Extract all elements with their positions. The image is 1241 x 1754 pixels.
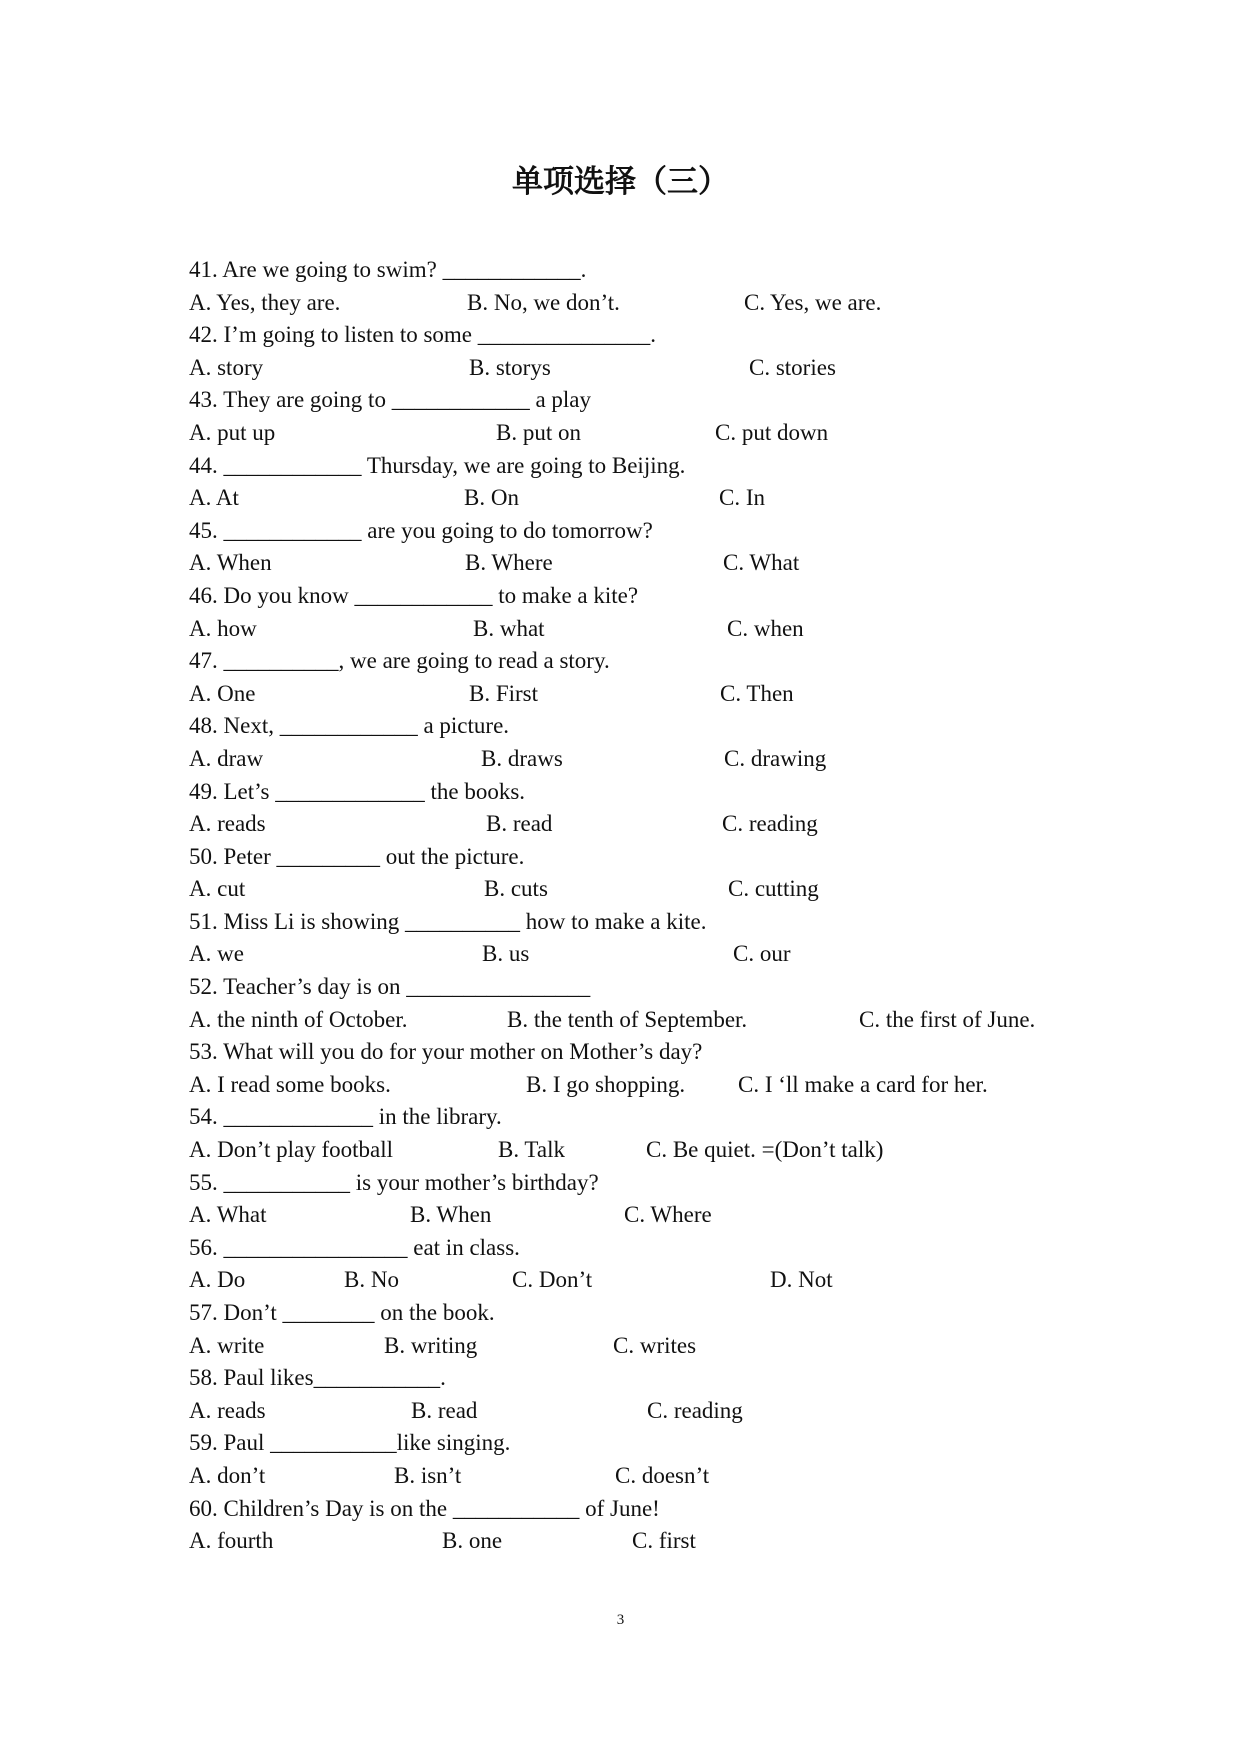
answer-option: A. Yes, they are. [189,289,341,315]
answer-option: A. reads [189,811,266,837]
question-options [189,1460,1089,1493]
answer-option: C. put down [715,419,829,445]
answer-option: A. draw [189,745,264,771]
answer-option: D. Not [770,1267,833,1293]
question-options [189,1004,1089,1037]
question-options [189,287,1089,320]
answer-option: B. draws [481,745,563,771]
answer-option: C. Where [624,1202,712,1228]
question-stem: 47. __________, we are going to read a story. [189,648,610,674]
question-options [189,613,1089,646]
answer-option: A. story [189,354,264,380]
question-options [189,1199,1089,1232]
question-stem: 46. Do you know ____________ to make a kite? [189,582,639,608]
question-stem: 57. Don’t ________ on the book. [189,1300,495,1325]
question-options [189,1330,1089,1363]
answer-option: B. Talk [498,1137,565,1163]
answer-option: B. put on [496,419,581,445]
answer-option: C. In [719,485,765,511]
question-stem: 56. ________________ eat in class. [189,1234,520,1260]
question-options [189,808,1089,841]
question-options [189,482,1089,515]
question-list [189,254,1089,1558]
answer-option: B. what [473,615,545,641]
answer-option: A. write [189,1332,265,1358]
question-options [189,743,1089,776]
question-stem: 44. ____________ Thursday, we are going to Beijing. [189,452,686,478]
question-stem: 52. Teacher’s day is on ________________ [189,974,591,1000]
answer-option: B. On [464,485,519,511]
question-options [189,678,1089,711]
answer-option: B. us [482,941,530,967]
question-stem: 55. ___________ is your mother’s birthday? [189,1169,599,1195]
answer-option: B. one [442,1528,503,1554]
answer-option: B. No, we don’t. [467,289,620,315]
answer-option: C. stories [749,354,836,380]
question-stem: 48. Next, ____________ a picture. [189,713,510,739]
page-number: 3 [616,1612,625,1628]
question-stem: 59. Paul ___________like singing. [189,1430,511,1456]
answer-option: B. read [411,1397,478,1423]
question-options [189,873,1089,906]
question-options [189,417,1089,450]
question-stem: 53. What will you do for your mother on Mother’s day? [189,1039,703,1065]
answer-option: B. Where [465,550,553,576]
question-stem: 54. _____________ in the library. [189,1104,502,1130]
answer-option: B. First [469,680,539,706]
answer-option: C. Yes, we are. [744,289,882,315]
answer-option: C. the first of June. [859,1006,1036,1032]
question-stem: 50. Peter _________ out the picture. [189,843,525,869]
answer-option: C. drawing [724,745,827,771]
question-stem: 41. Are we going to swim? ____________. [189,257,587,282]
answer-option: B. the tenth of September. [507,1006,748,1032]
answer-option: B. isn’t [394,1462,462,1488]
answer-option: B. writing [384,1332,478,1358]
answer-option: A. I read some books. [189,1071,391,1097]
question-stem: 51. Miss Li is showing __________ how to make a kite. [189,908,707,934]
answer-option: C. Be quiet. =(Don’t talk) [646,1137,884,1163]
question-options [189,547,1089,580]
answer-option: A. don’t [189,1462,266,1488]
answer-option: C. I ‘ll make a card for her. [738,1071,988,1097]
answer-option: A. One [189,680,256,706]
question-options [189,1264,1089,1297]
question-options [189,1134,1089,1167]
question-stem: 42. I’m going to listen to some _______________. [189,322,657,348]
question-stem: 58. Paul likes___________. [189,1365,446,1391]
answer-option: A. Do [189,1267,246,1293]
answer-option: C. writes [613,1332,697,1358]
question-options [189,938,1089,971]
question-options [189,352,1089,385]
answer-option: B. read [486,811,553,837]
question-options [189,1395,1089,1428]
page-title: 单项选择（三） [512,164,729,200]
answer-option: B. When [410,1202,492,1228]
answer-option: C. reading [722,811,818,837]
answer-option: C. doesn’t [615,1462,710,1488]
answer-option: B. No [344,1267,399,1293]
answer-option: C. our [733,941,791,967]
question-stem: 43. They are going to ____________ a play [189,387,592,413]
answer-option: A. What [189,1202,267,1228]
answer-option: A. we [189,941,244,967]
answer-option: A. reads [189,1397,266,1423]
answer-option: C. reading [647,1397,743,1423]
answer-option: A. the ninth of October. [189,1006,408,1032]
answer-option: B. cuts [484,876,548,902]
question-stem: 60. Children’s Day is on the ___________ of June! [189,1495,660,1521]
answer-option: B. storys [469,354,551,380]
answer-option: C. Then [720,680,794,706]
answer-option: B. I go shopping. [526,1071,686,1097]
answer-option: C. cutting [728,876,819,902]
answer-option: A. cut [189,876,246,902]
answer-option: A. fourth [189,1528,274,1554]
question-stem: 45. ____________ are you going to do tomorrow? [189,517,653,543]
answer-option: A. put up [189,419,276,445]
answer-option: A. At [189,485,239,511]
answer-option: A. how [189,615,257,641]
question-stem: 49. Let’s _____________ the books. [189,778,526,804]
answer-option: C. when [727,615,804,641]
answer-option: A. When [189,550,272,576]
question-options [189,1525,1089,1558]
answer-option: C. Don’t [512,1267,593,1293]
question-options [189,1069,1089,1102]
answer-option: C. What [723,550,800,576]
answer-option: C. first [632,1528,696,1554]
answer-option: A. Don’t play football [189,1137,393,1163]
